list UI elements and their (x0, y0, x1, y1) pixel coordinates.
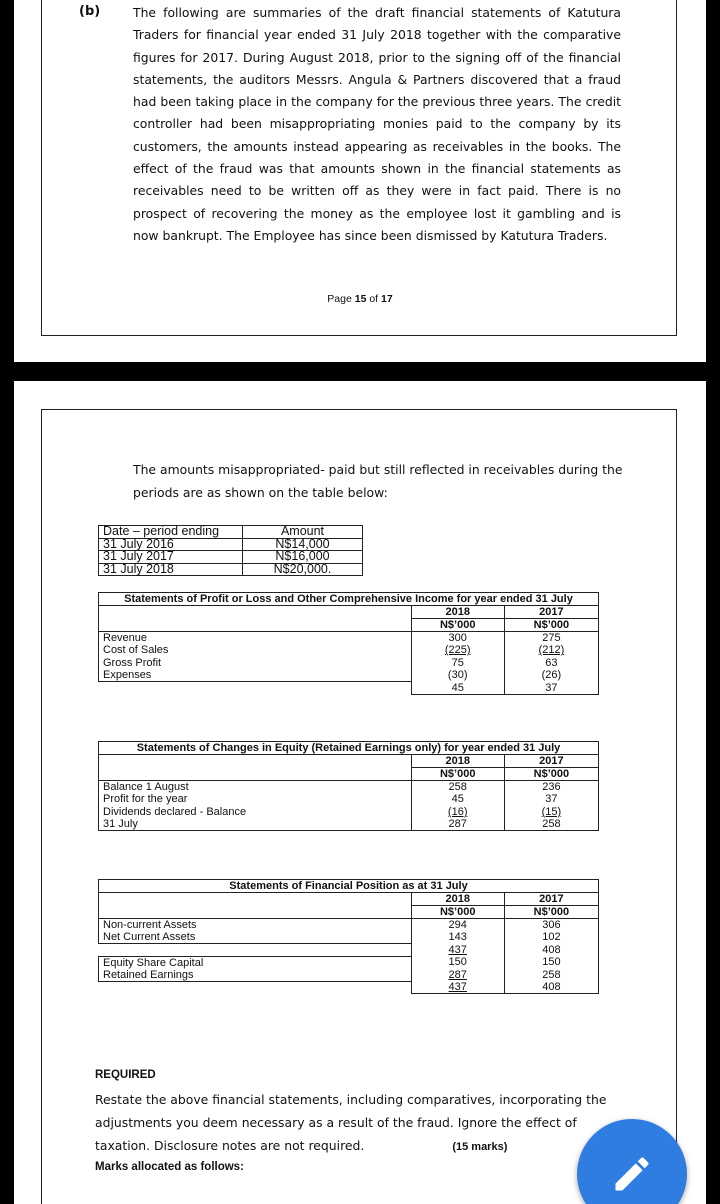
unit-header: N$’000 (504, 906, 598, 919)
changes-in-equity-table (98, 741, 599, 831)
table-row (99, 793, 599, 806)
page-number-mid: of (366, 293, 382, 305)
table-cell (99, 768, 412, 781)
table-row (99, 818, 599, 831)
row-label: Expenses (99, 669, 412, 682)
pencil-icon (610, 1152, 654, 1196)
value-2017: 102 (504, 931, 598, 944)
value-2017: 306 (504, 919, 598, 932)
page-number-prefix: Page (327, 293, 355, 305)
value-2017: 63 (504, 657, 598, 670)
table-cell: 31 July 2018 (99, 563, 243, 576)
profit-loss-table (98, 592, 599, 695)
row-label: Gross Profit (99, 657, 412, 670)
table-row (99, 931, 599, 944)
row-label (99, 944, 412, 957)
table-row (99, 657, 599, 670)
value-2018: (225) (411, 644, 504, 657)
unit-header: N$’000 (411, 768, 504, 781)
table-title: Statements of Financial Position as at 31 July (99, 880, 599, 893)
value-2018: (16) (411, 806, 504, 819)
year-header: 2018 (411, 606, 504, 619)
table-cell: N$14,000 (243, 538, 363, 551)
row-label: Profit for the year (99, 793, 412, 806)
row-label: Retained Earnings (99, 969, 412, 982)
required-text (95, 1089, 615, 1158)
table-cell: 31 July 2017 (99, 551, 243, 564)
value-2018: 150 (411, 956, 504, 969)
year-header: 2017 (504, 606, 598, 619)
required-heading: REQUIRED (95, 1069, 156, 1081)
year-header: 2018 (411, 755, 504, 768)
value-2017: 408 (504, 944, 598, 957)
unit-header: N$’000 (504, 768, 598, 781)
value-2018: (30) (411, 669, 504, 682)
unit-header: N$’000 (504, 619, 598, 632)
marks-label: (15 marks) (452, 1140, 508, 1153)
value-2018: 287 (411, 818, 504, 831)
table-row (99, 563, 363, 576)
question-paragraph: The following are summaries of the draft financial statements of Katutura Traders for financial year ended 31 July 2018 together with the comparative figures for 2017. During August 2018, prior to the signing off of the financial statements, the auditors Messrs. Angula & Partners discovered that a fraud had been taking place in the company for the previous three years. The credit controller had been misappropriating monies paid to the company by its customers, the amounts instead appearing as receivables in the books. The effect of the fraud was that amounts shown in the financial statements as receivables need to be written off as they were in fact paid. There is no prospect of recovering the money as the employee lost it gambling and is now bankrupt. The Employee has since been dismissed by Katutura Traders. (133, 5, 621, 243)
table-row (99, 682, 599, 695)
value-2017: 37 (504, 682, 598, 695)
table-cell: N$20,000. (243, 563, 363, 576)
document-page-15 (14, 0, 706, 362)
table-row (99, 644, 599, 657)
page-number-current: 15 (354, 293, 367, 305)
misappropriated-amounts-table (98, 525, 363, 576)
table-row (99, 669, 599, 682)
value-2017: 258 (504, 818, 598, 831)
table-cell: N$16,000 (243, 551, 363, 564)
year-header: 2017 (504, 755, 598, 768)
value-2018: 258 (411, 781, 504, 794)
table-row (99, 944, 599, 957)
table-title: Statements of Profit or Loss and Other Comprehensive Income for year ended 31 July (99, 593, 599, 606)
value-2017: 408 (504, 981, 598, 994)
value-2018: 75 (411, 657, 504, 670)
row-label: Balance 1 August (99, 781, 412, 794)
value-2017: (15) (504, 806, 598, 819)
value-2017: (26) (504, 669, 598, 682)
value-2017: (212) (504, 644, 598, 657)
year-header: 2017 (504, 893, 598, 906)
page-number-total: 17 (381, 293, 393, 305)
value-2017: 275 (504, 632, 598, 645)
document-page-16 (14, 381, 706, 1204)
value-2018: 143 (411, 931, 504, 944)
value-2018: 287 (411, 969, 504, 982)
intro-paragraph: The amounts misappropriated- paid but still reflected in receivables during the periods are as shown on the table below: (133, 462, 623, 500)
table-row (99, 969, 599, 982)
table-cell (99, 906, 412, 919)
row-label (99, 682, 412, 695)
row-label: Non-current Assets (99, 919, 412, 932)
year-header: 2018 (411, 893, 504, 906)
table-row (99, 781, 599, 794)
value-2018: 300 (411, 632, 504, 645)
row-label: Net Current Assets (99, 931, 412, 944)
required-instructions: Restate the above financial statements, including comparatives, incorporating the adjustments you deem necessary as a result of the fraud. Ignore the effect of taxation. Disclosure notes are not required. (95, 1092, 607, 1153)
value-2018: 437 (411, 944, 504, 957)
table-row (99, 919, 599, 932)
table-row (99, 806, 599, 819)
row-label: Cost of Sales (99, 644, 412, 657)
table-cell (99, 619, 412, 632)
value-2018: 45 (411, 793, 504, 806)
row-label: 31 July (99, 818, 412, 831)
table-title: Statements of Changes in Equity (Retained Earnings only) for year ended 31 July (99, 742, 599, 755)
row-label: Equity Share Capital (99, 956, 412, 969)
table-cell: 31 July 2016 (99, 538, 243, 551)
value-2017: 37 (504, 793, 598, 806)
value-2018: 294 (411, 919, 504, 932)
value-2017: 236 (504, 781, 598, 794)
table-header-cell: Amount (243, 526, 363, 539)
question-label: (b) (79, 4, 101, 19)
table-row (99, 632, 599, 645)
table-cell (99, 893, 412, 906)
page-number (14, 293, 706, 305)
value-2017: 150 (504, 956, 598, 969)
value-2018: 45 (411, 682, 504, 695)
financial-position-table (98, 879, 599, 994)
unit-header: N$’000 (411, 906, 504, 919)
value-2017: 258 (504, 969, 598, 982)
table-cell (99, 755, 412, 768)
marks-allocation-label: Marks allocated as follows: (95, 1161, 244, 1173)
table-row (99, 981, 599, 994)
value-2018: 437 (411, 981, 504, 994)
table-cell (99, 606, 412, 619)
row-label (99, 981, 412, 994)
unit-header: N$’000 (411, 619, 504, 632)
table-header-cell: Date – period ending (99, 526, 243, 539)
table-row (99, 956, 599, 969)
row-label: Dividends declared - Balance (99, 806, 412, 819)
row-label: Revenue (99, 632, 412, 645)
